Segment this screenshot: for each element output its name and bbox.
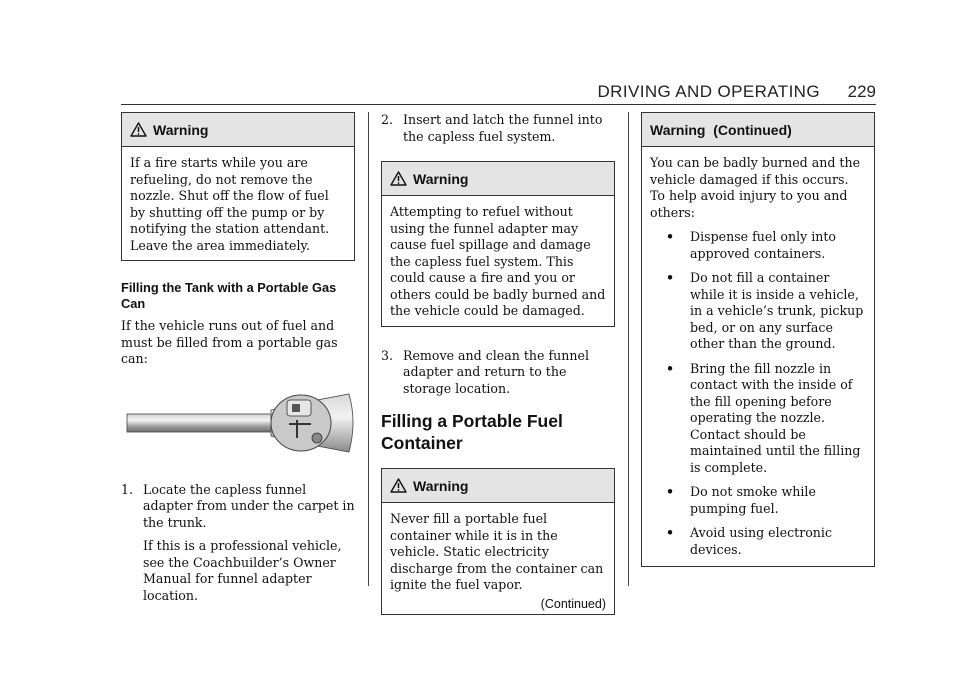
column-3: [641, 112, 875, 567]
warning-triangle-icon: [130, 122, 147, 137]
capless-funnel-adapter-illustration: [121, 382, 355, 462]
step-3: [381, 348, 615, 398]
warning-title: Warning (Continued): [650, 121, 792, 138]
warning-intro: You can be badly burned and the vehicle damaged if this occurs. To help avoid injury to you and others:: [650, 155, 861, 220]
section-title: DRIVING AND OPERATING: [597, 82, 820, 101]
continued-label: (Continued): [540, 596, 606, 611]
subheading: Filling the Tank with a Portable Gas Can: [121, 280, 337, 311]
step-note: If this is a professional vehicle, see the Coachbuilder’s Owner Manual for funnel adapter location.: [143, 538, 342, 603]
warning-header: [382, 469, 614, 503]
warning-box: [121, 112, 355, 261]
section-heading: Filling a Portable Fuel Container: [381, 411, 563, 453]
warning-box-continued: [641, 112, 875, 567]
warning-header: [642, 113, 874, 147]
funnel-figure: [121, 382, 355, 462]
list-item: • Avoid using electronic devices.: [665, 525, 832, 557]
step-text: Locate the capless funnel adapter from under the carpet in the trunk.: [143, 481, 355, 530]
step-text: Insert and latch the funnel into the capless fuel system.: [403, 112, 603, 144]
column-2: [381, 112, 615, 615]
warning-triangle-icon: [390, 478, 407, 493]
warning-box: [381, 161, 615, 327]
page-number: 229: [847, 82, 876, 101]
warning-body: If a fire starts while you are refueling, do not remove the nozzle. Shut off the flow of fuel by shutting off the pump or by notifying the station attendant. Leave the area immediately.: [130, 155, 330, 253]
warning-title: Warning: [413, 477, 469, 494]
warning-triangle-icon: [390, 171, 407, 186]
list-item: • Bring the fill nozzle in contact with the inside of the fill opening before operating the nozzle. Contact should be maintained until the filling is complete.: [665, 360, 861, 475]
step-1: [121, 482, 355, 605]
warning-body: [382, 503, 614, 614]
warning-body: [642, 147, 874, 558]
intro-text: If the vehicle runs out of fuel and must be filled from a portable gas can:: [121, 318, 338, 366]
step-number: 1.: [121, 481, 134, 497]
page-header: [121, 82, 876, 105]
warning-title: Warning: [153, 121, 209, 138]
warning-body: Attempting to refuel without using the funnel adapter may cause fuel spillage and damage the capless fuel system. This could cause a fire and you or others could be badly burned and the vehicle could be damaged.: [390, 204, 606, 318]
step-2: [381, 112, 615, 145]
list-item: • Dispense fuel only into approved containers.: [665, 229, 837, 261]
list-item: • Do not smoke while pumping fuel.: [665, 484, 816, 516]
warning-header: [122, 113, 354, 147]
warning-box: [381, 468, 615, 615]
warning-bullets: [650, 229, 866, 558]
warning-header: [382, 162, 614, 196]
column-1: [121, 112, 355, 604]
list-item: • Do not fill a container while it is inside a vehicle, in a vehicle’s trunk, pickup bed, or on any surface other than the ground.: [665, 270, 864, 351]
warning-text: Never fill a portable fuel container while it is in the vehicle. Static electricity discharge from the container can ignite the fuel vapor.: [390, 511, 604, 592]
column-divider: [368, 112, 369, 586]
warning-title: Warning: [413, 170, 469, 187]
column-divider: [628, 112, 629, 586]
step-number: 3.: [381, 347, 394, 363]
step-number: 2.: [381, 112, 394, 127]
step-text: Remove and clean the funnel adapter and return to the storage location.: [403, 347, 589, 396]
